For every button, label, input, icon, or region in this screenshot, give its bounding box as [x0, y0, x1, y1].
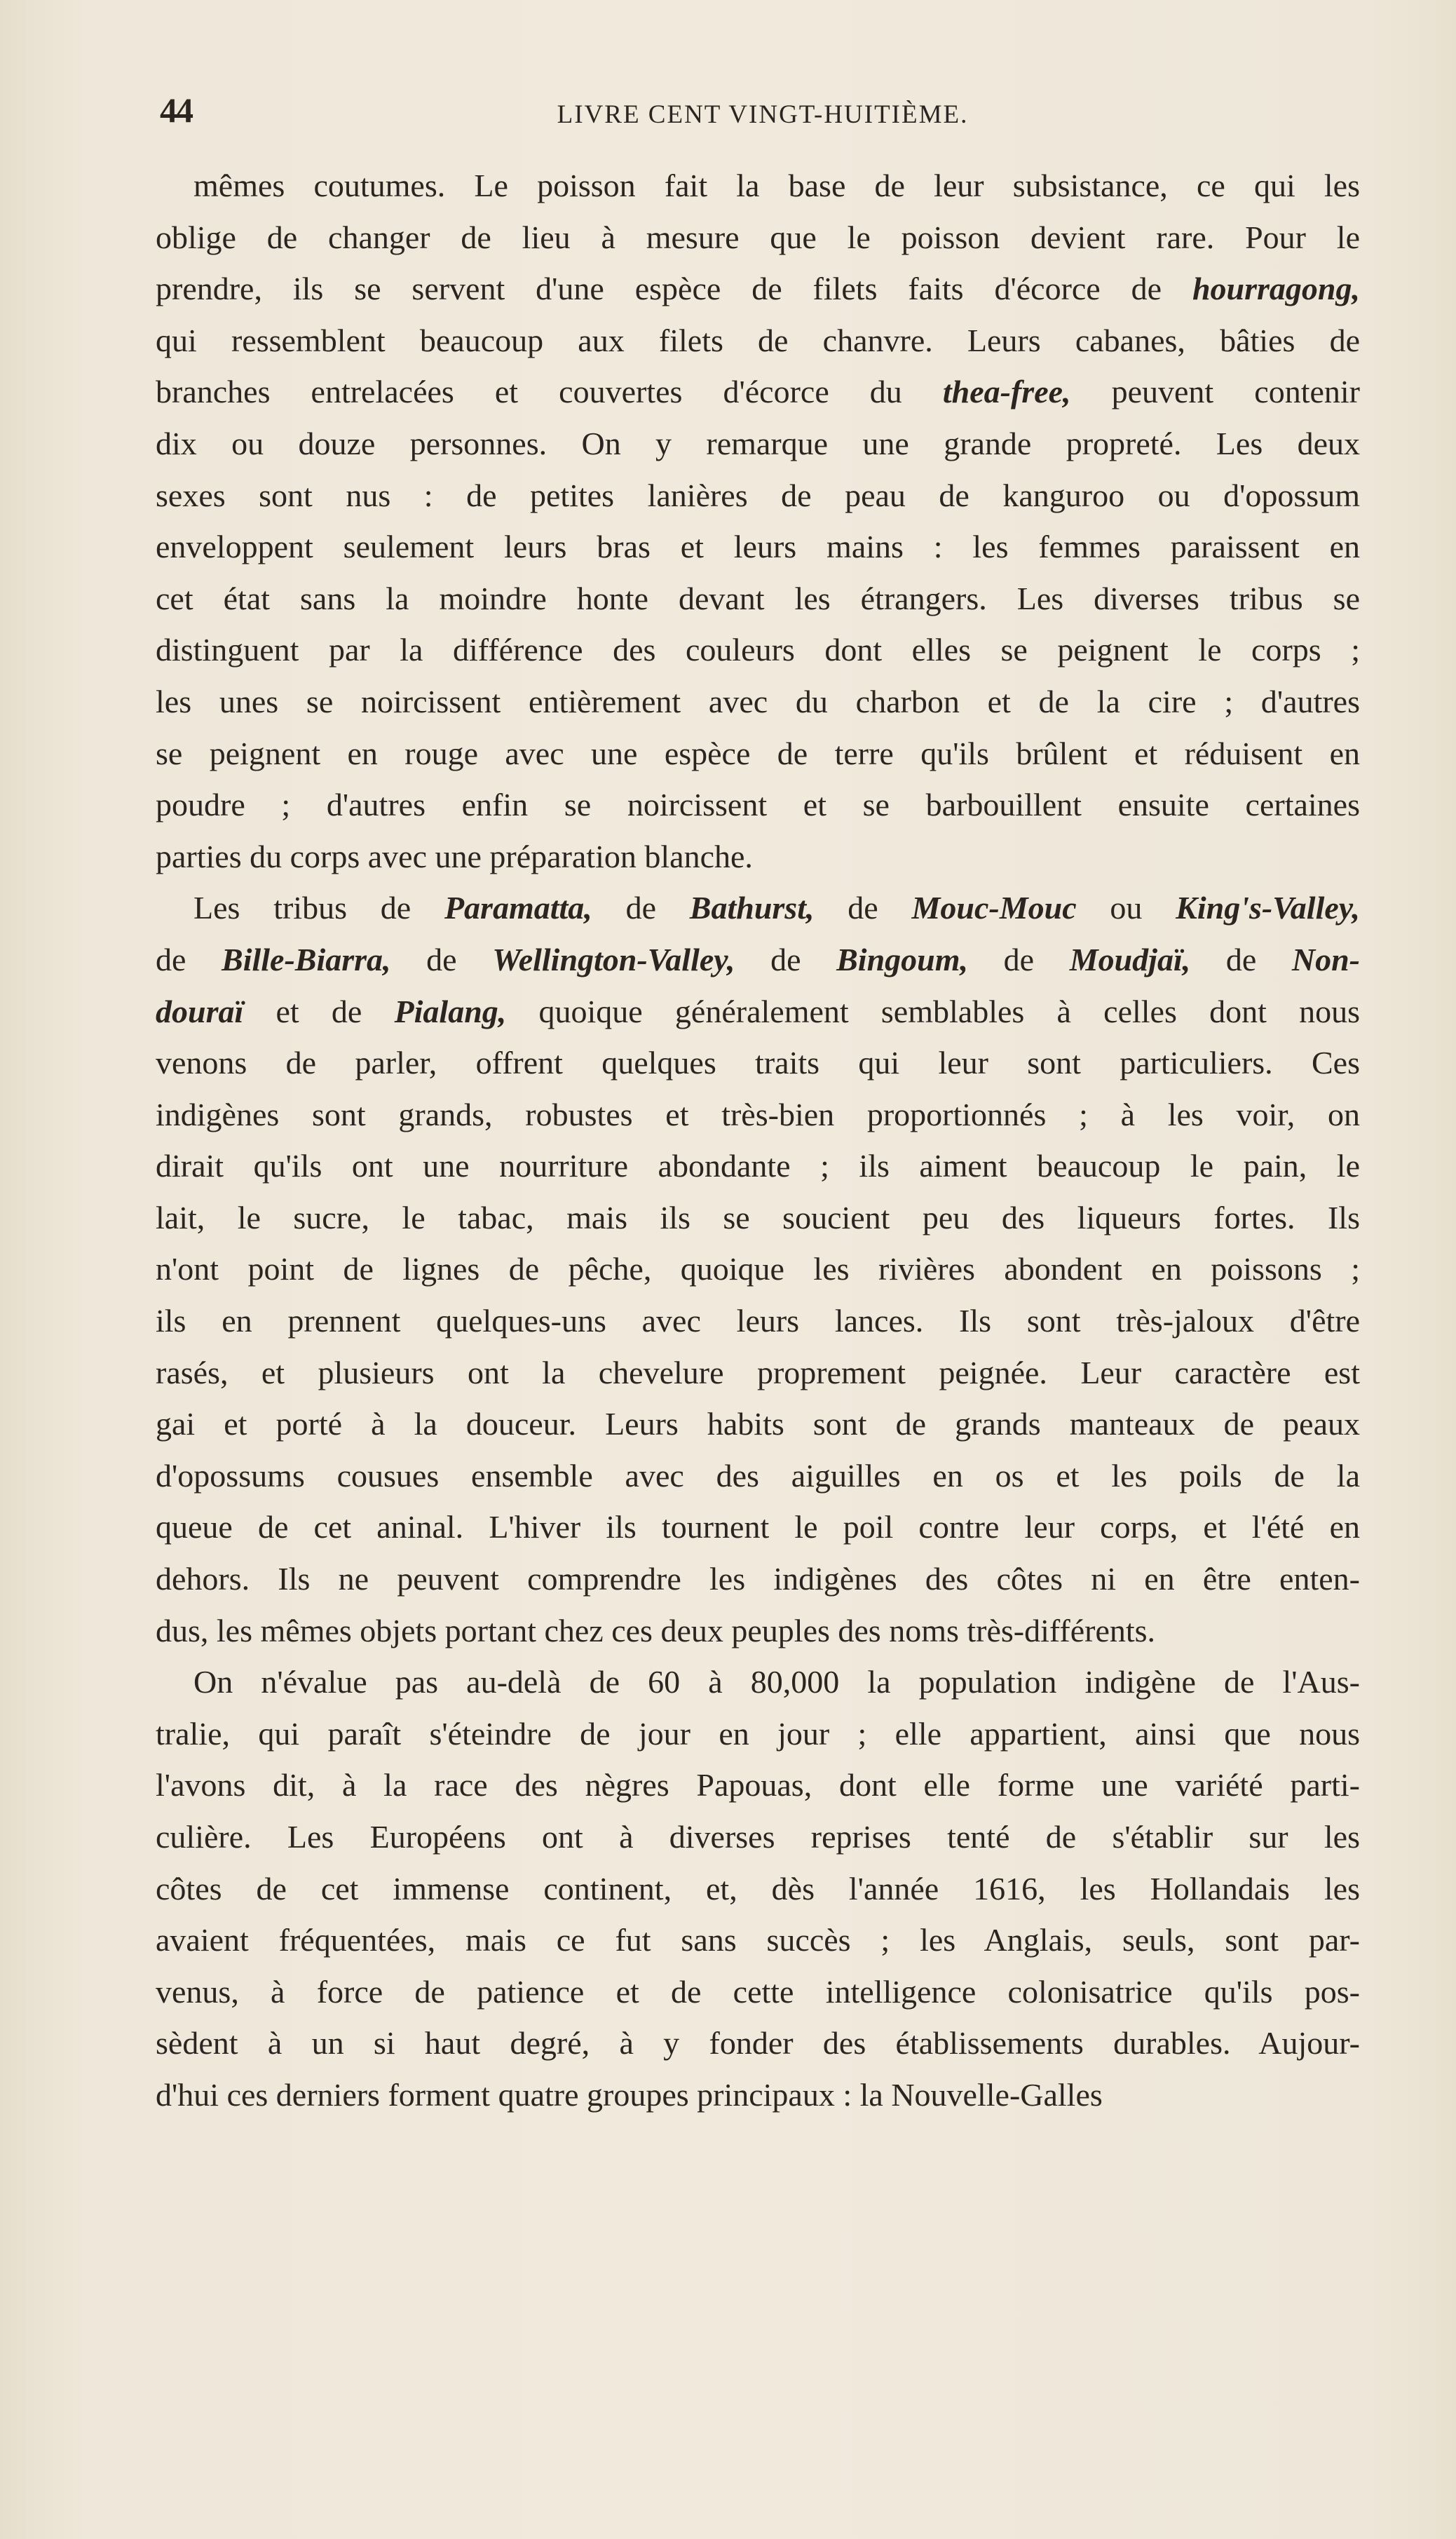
paragraph: [156, 160, 1360, 882]
text-run: poudre ; d'autres enfin se noircissent et se barbouillent ensuite certaines: [156, 787, 1360, 823]
text-run: dus, les mêmes objets portant chez ces deux peuples des noms très-différents.: [156, 1612, 1156, 1648]
italic-term: Moudjaï,: [1069, 941, 1191, 977]
text-run: Les tribus de: [193, 890, 444, 926]
text-run: peuvent contenir: [1070, 374, 1360, 410]
text-run: venus, à force de patience et de cette intelligence colonisatrice qu'ils pos-: [156, 1973, 1360, 2010]
page-number: 44: [160, 90, 192, 130]
text-line: [156, 573, 1360, 625]
text-run: d'hui ces derniers forment quatre groupes principaux : la Nouvelle-Galles: [156, 2076, 1103, 2113]
text-run: parties du corps avec une préparation blanche.: [156, 838, 753, 874]
text-run: quoique généralement semblables à celles dont nous: [506, 993, 1360, 1029]
text-line: [156, 1295, 1360, 1347]
text-line: [156, 1553, 1360, 1605]
text-line: [156, 1501, 1360, 1553]
text-line: [156, 1759, 1360, 1811]
text-run: qui ressemblent beaucoup aux filets de chanvre. Leurs cabanes, bâties de: [156, 322, 1360, 358]
italic-term: hourragong,: [1192, 271, 1360, 307]
text-run: rasés, et plusieurs ont la chevelure proprement peignée. Leur caractère est: [156, 1354, 1360, 1390]
text-run: n'ont point de lignes de pêche, quoique les rivières abondent en poissons ;: [156, 1251, 1360, 1287]
text-run: côtes de cet immense continent, et, dès l'année 1616, les Hollandais les: [156, 1870, 1360, 1907]
text-run: de: [735, 941, 837, 977]
text-run: lait, le sucre, le tabac, mais ils se soucient peu des liqueurs fortes. Ils: [156, 1199, 1360, 1235]
running-title: LIVRE CENT VINGT-HUITIÈME.: [557, 100, 969, 129]
text-line: [156, 779, 1360, 831]
text-run: tralie, qui paraît s'éteindre de jour en jour ; elle appartient, ainsi que nous: [156, 1715, 1360, 1752]
text-line: [156, 521, 1360, 573]
page-header: [160, 90, 1366, 146]
text-run: enveloppent seulement leurs bras et leurs mains : les femmes paraissent en: [156, 529, 1360, 565]
text-line: [156, 315, 1360, 367]
text-line: [156, 366, 1360, 418]
text-line: [156, 1605, 1360, 1657]
text-line: [156, 1037, 1360, 1089]
text-run: cet état sans la moindre honte devant les étrangers. Les diverses tribus se: [156, 580, 1360, 616]
text-line: [156, 882, 1360, 934]
text-run: ils en prennent quelques-uns avec leurs lances. Ils sont très-jaloux d'être: [156, 1303, 1360, 1339]
text-line: [156, 1347, 1360, 1399]
text-line: [156, 470, 1360, 522]
text-line: [156, 728, 1360, 780]
text-line: [156, 1966, 1360, 2018]
text-run: de: [814, 890, 912, 926]
body-text: [156, 160, 1360, 2121]
text-run: dix ou douze personnes. On y remarque une grande propreté. Les deux: [156, 425, 1360, 461]
text-line: [156, 1398, 1360, 1450]
text-line: [156, 934, 1360, 986]
italic-term: thea-free,: [942, 374, 1071, 410]
text-run: les unes se noircissent entièrement avec du charbon et de la cire ; d'autres: [156, 683, 1360, 719]
italic-term: Paramatta,: [444, 890, 592, 926]
text-line: [156, 831, 1360, 883]
text-line: [156, 212, 1360, 264]
text-run: oblige de changer de lieu à mesure que le poisson devient rare. Pour le: [156, 219, 1360, 255]
text-run: se peignent en rouge avec une espèce de terre qu'ils brûlent et réduisent en: [156, 735, 1360, 771]
text-run: dirait qu'ils ont une nourriture abondante ; ils aiment beaucoup le pain, le: [156, 1148, 1360, 1184]
text-run: de: [592, 890, 690, 926]
text-line: [156, 1089, 1360, 1141]
text-line: [156, 2017, 1360, 2069]
text-line: [156, 1450, 1360, 1502]
text-line: [156, 418, 1360, 470]
text-run: sèdent à un si haut degré, à y fonder des établissements durables. Aujour-: [156, 2025, 1360, 2061]
text-run: l'avons dit, à la race des nègres Papouas, dont elle forme une variété parti-: [156, 1767, 1360, 1803]
text-run: de: [390, 941, 493, 977]
text-run: avaient fréquentées, mais ce fut sans succès ; les Anglais, seuls, sont par-: [156, 1922, 1360, 1958]
italic-term: King's-Valley,: [1176, 890, 1360, 926]
text-line: [156, 263, 1360, 315]
text-run: indigènes sont grands, robustes et très-bien proportionnés ; à les voir, on: [156, 1096, 1360, 1132]
text-run: de: [1190, 941, 1292, 977]
italic-term: Mouc-Mouc: [911, 890, 1077, 926]
italic-term: Non-: [1291, 941, 1360, 977]
text-line: [156, 160, 1360, 212]
text-run: gai et porté à la douceur. Leurs habits sont de grands manteaux de peaux: [156, 1406, 1360, 1442]
text-run: sexes sont nus : de petites lanières de peau de kanguroo ou d'opossum: [156, 477, 1360, 513]
text-line: [156, 624, 1360, 676]
italic-term: Pialang,: [394, 993, 507, 1029]
italic-term: Wellington-Valley,: [492, 941, 735, 977]
italic-term: Bille-Biarra,: [222, 941, 391, 977]
text-line: [156, 986, 1360, 1038]
text-line: [156, 1811, 1360, 1863]
text-line: [156, 1192, 1360, 1244]
text-line: [156, 1708, 1360, 1760]
text-line: [156, 1914, 1360, 1966]
text-run: de: [968, 941, 1070, 977]
text-run: mêmes coutumes. Le poisson fait la base de leur subsistance, ce qui les: [193, 168, 1360, 203]
paragraph: [156, 882, 1360, 1656]
italic-term: douraï: [156, 993, 244, 1029]
text-run: branches entrelacées et couvertes d'écorce du: [156, 374, 943, 410]
text-run: et de: [243, 993, 395, 1029]
text-run: ou: [1076, 890, 1176, 926]
text-line: [156, 1863, 1360, 1915]
italic-term: Bathurst,: [689, 890, 815, 926]
italic-term: Bingoum,: [836, 941, 969, 977]
text-line: [156, 676, 1360, 728]
text-run: prendre, ils se servent d'une espèce de filets faits d'écorce de: [156, 271, 1192, 307]
text-run: culière. Les Européens ont à diverses reprises tenté de s'établir sur les: [156, 1819, 1360, 1855]
text-line: [156, 1656, 1360, 1708]
paragraph: [156, 1656, 1360, 2120]
text-line: [156, 2069, 1360, 2121]
text-line: [156, 1140, 1360, 1192]
text-run: venons de parler, offrent quelques traits qui leur sont particuliers. Ces: [156, 1045, 1360, 1081]
text-run: distinguent par la différence des couleurs dont elles se peignent le corps ;: [156, 632, 1360, 668]
text-run: queue de cet aninal. L'hiver ils tournent le poil contre leur corps, et l'été en: [156, 1509, 1360, 1545]
text-run: dehors. Ils ne peuvent comprendre les indigènes des côtes ni en être enten-: [156, 1561, 1360, 1597]
text-run: d'opossums cousues ensemble avec des aiguilles en os et les poils de la: [156, 1457, 1360, 1494]
text-run: On n'évalue pas au-delà de 60 à 80,000 la population indigène de l'Aus-: [193, 1664, 1360, 1700]
text-run: de: [156, 941, 222, 977]
text-line: [156, 1243, 1360, 1295]
